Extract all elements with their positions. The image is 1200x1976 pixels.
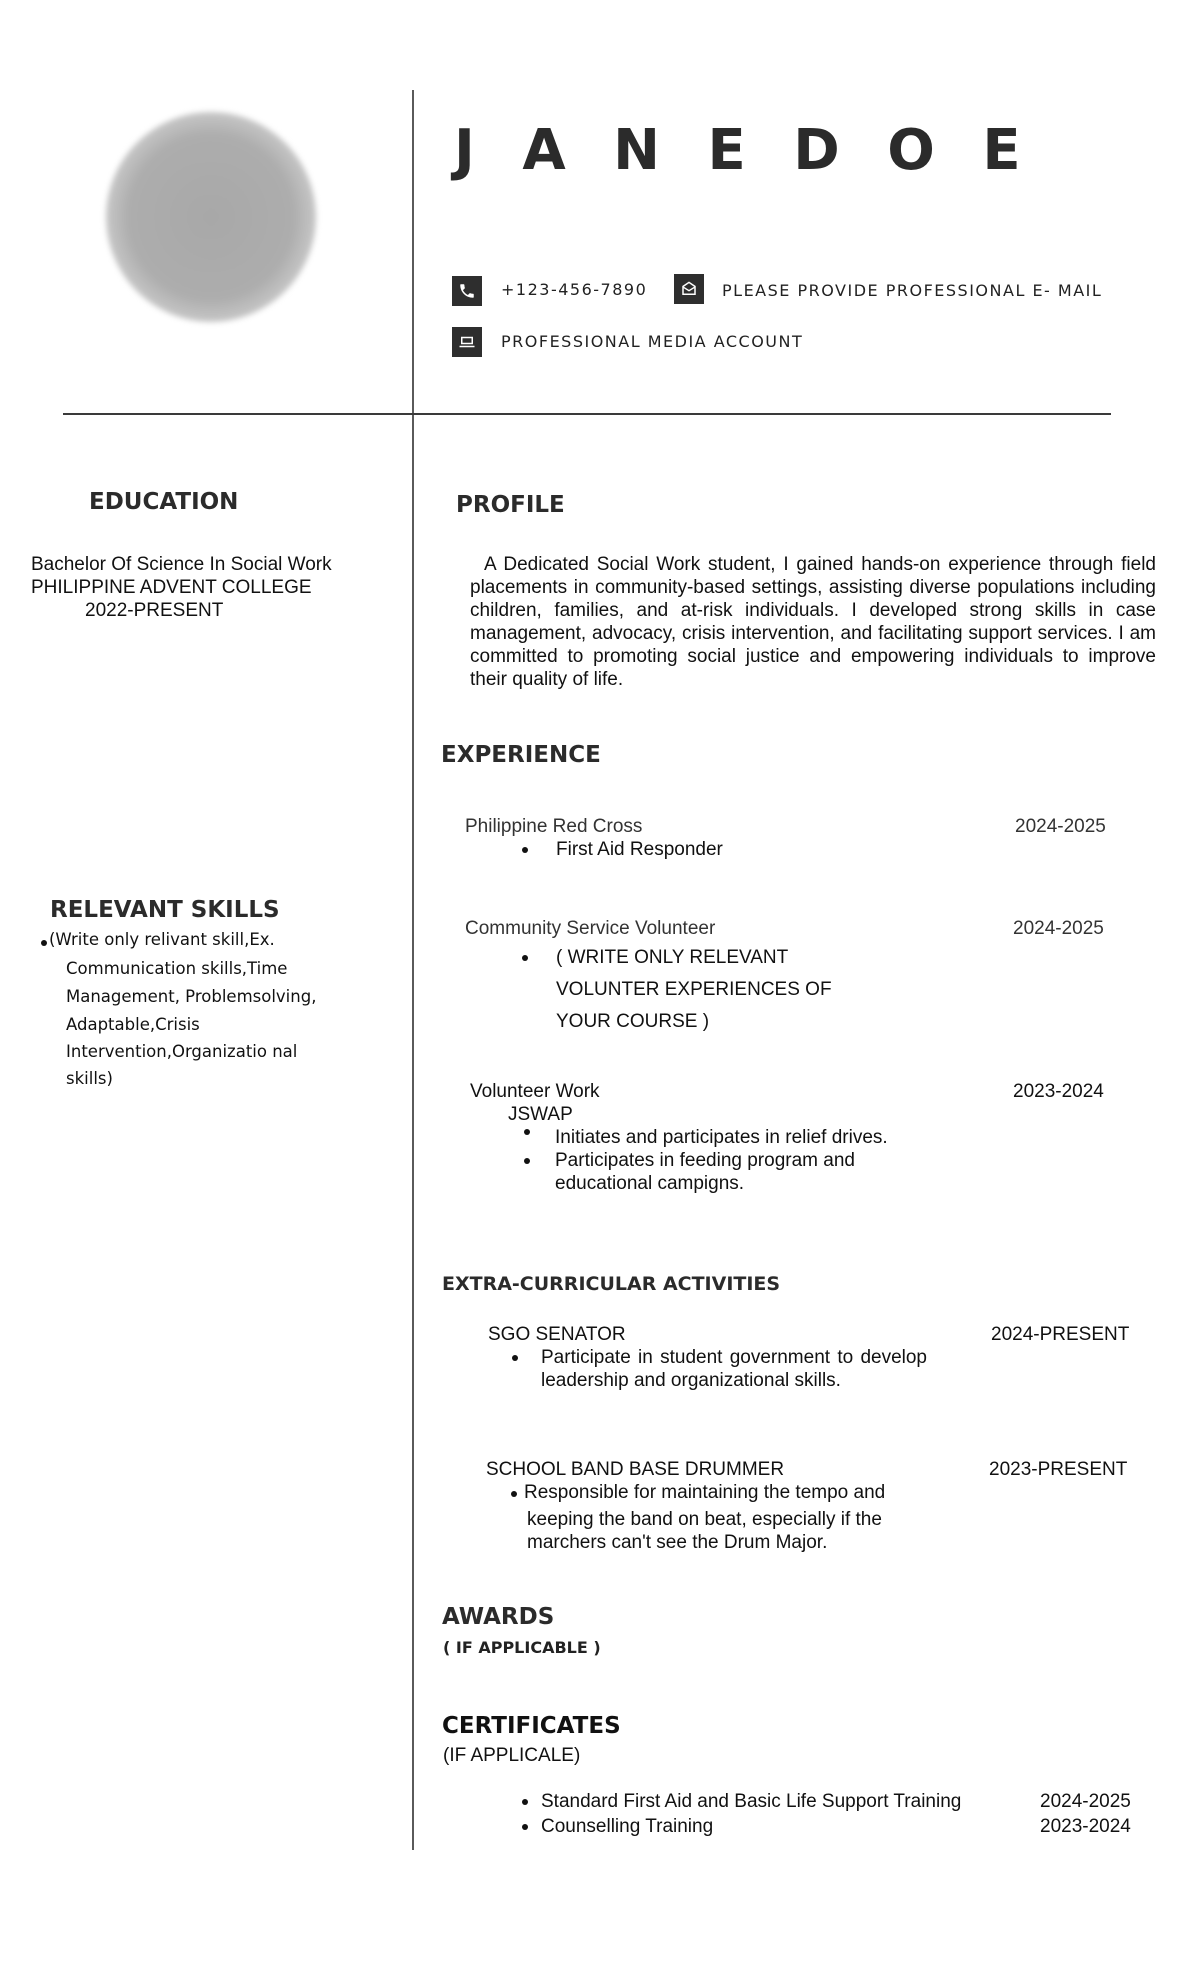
activity-years: 2023-PRESENT (989, 1459, 1128, 1480)
experience-years: 2024-2025 (1015, 816, 1106, 837)
activity-text-line: marchers can't see the Drum Major. (527, 1532, 828, 1553)
name-heading: J A N E D O E (454, 118, 1035, 183)
horizontal-divider (63, 413, 1111, 415)
activity-years: 2024-PRESENT (991, 1324, 1130, 1345)
skills-line-2: Communication skills,Time (66, 959, 288, 978)
experience-bullet-line: VOLUNTER EXPERIENCES OF (556, 979, 832, 1000)
activity-text-line: keeping the band on beat, especially if the (527, 1509, 882, 1530)
education-heading: EDUCATION (89, 489, 239, 515)
certificates-heading: CERTIFICATES (442, 1713, 621, 1739)
education-degree: Bachelor Of Science In Social Work (31, 554, 332, 575)
bullet (524, 1158, 530, 1164)
awards-note: ( IF APPLICABLE ) (443, 1638, 601, 1657)
experience-bullet-line: educational campigns. (555, 1173, 745, 1194)
activity-text: Participate in student government to develop leadership and organizational skills. (541, 1347, 927, 1391)
skills-line-5: Intervention,Organizatio nal (66, 1042, 298, 1061)
bullet (522, 847, 528, 853)
experience-bullet-line: YOUR COURSE ) (556, 1011, 710, 1032)
skills-line-3: Management, Problemsolving, (66, 987, 317, 1006)
experience-heading: EXPERIENCE (441, 742, 601, 768)
profile-paragraph: A Dedicated Social Work student, I gained hands-on experience through field placements in community-based settings, assisting diverse populations including children, families, and at-risk individuals. I developed strong skills in case management, advocacy, crisis intervention, and facilitating support services. I am committed to promoting social justice and empowering individuals to improve their quality of life. (470, 554, 1156, 690)
experience-bullet: Participates in feeding program and (555, 1150, 855, 1171)
phone-text: +123-456-7890 (501, 280, 648, 299)
certificates-note: (IF APPLICALE) (443, 1745, 581, 1766)
media-text: PROFESSIONAL MEDIA ACCOUNT (501, 332, 804, 351)
bullet (512, 1355, 518, 1361)
skills-bullet (41, 940, 47, 946)
profile-heading: PROFILE (456, 492, 565, 518)
email-text: PLEASE PROVIDE PROFESSIONAL E- MAIL (722, 281, 1103, 300)
bullet (511, 1491, 517, 1497)
certificate-years: 2023-2024 (1040, 1816, 1131, 1837)
skills-heading: RELEVANT SKILLS (50, 897, 280, 923)
vertical-divider (412, 90, 414, 1850)
activity-text-line: Responsible for maintaining the tempo and (524, 1482, 886, 1503)
education-years: 2022-PRESENT (85, 600, 224, 621)
activity-title: SGO SENATOR (488, 1324, 626, 1345)
extracurricular-heading: EXTRA-CURRICULAR ACTIVITIES (442, 1273, 781, 1295)
skills-line-6: skills) (66, 1069, 113, 1088)
awards-heading: AWARDS (442, 1604, 555, 1630)
experience-bullet: Initiates and participates in relief drives. (555, 1127, 888, 1148)
certificate-name: Counselling Training (541, 1816, 714, 1837)
experience-org: Volunteer Work (470, 1081, 600, 1102)
bullet (522, 1799, 528, 1805)
bullet (522, 955, 528, 961)
skills-line-1: (Write only relivant skill,Ex. (49, 930, 275, 949)
experience-years: 2023-2024 (1013, 1081, 1104, 1102)
certificate-years: 2024-2025 (1040, 1791, 1131, 1812)
email-icon (674, 274, 704, 304)
experience-bullet: First Aid Responder (556, 839, 723, 860)
profile-photo (106, 112, 316, 322)
bullet (524, 1129, 530, 1135)
activity-title: SCHOOL BAND BASE DRUMMER (486, 1459, 785, 1480)
experience-org: Community Service Volunteer (465, 918, 716, 939)
experience-bullet: ( WRITE ONLY RELEVANT (556, 947, 789, 968)
phone-icon (452, 276, 482, 306)
education-school: PHILIPPINE ADVENT COLLEGE (31, 577, 312, 598)
laptop-icon (452, 327, 482, 357)
experience-suborg: JSWAP (508, 1104, 573, 1125)
certificate-name: Standard First Aid and Basic Life Support Training (541, 1791, 962, 1812)
experience-org: Philippine Red Cross (465, 816, 643, 837)
skills-line-4: Adaptable,Crisis (66, 1015, 200, 1034)
experience-years: 2024-2025 (1013, 918, 1104, 939)
bullet (522, 1824, 528, 1830)
